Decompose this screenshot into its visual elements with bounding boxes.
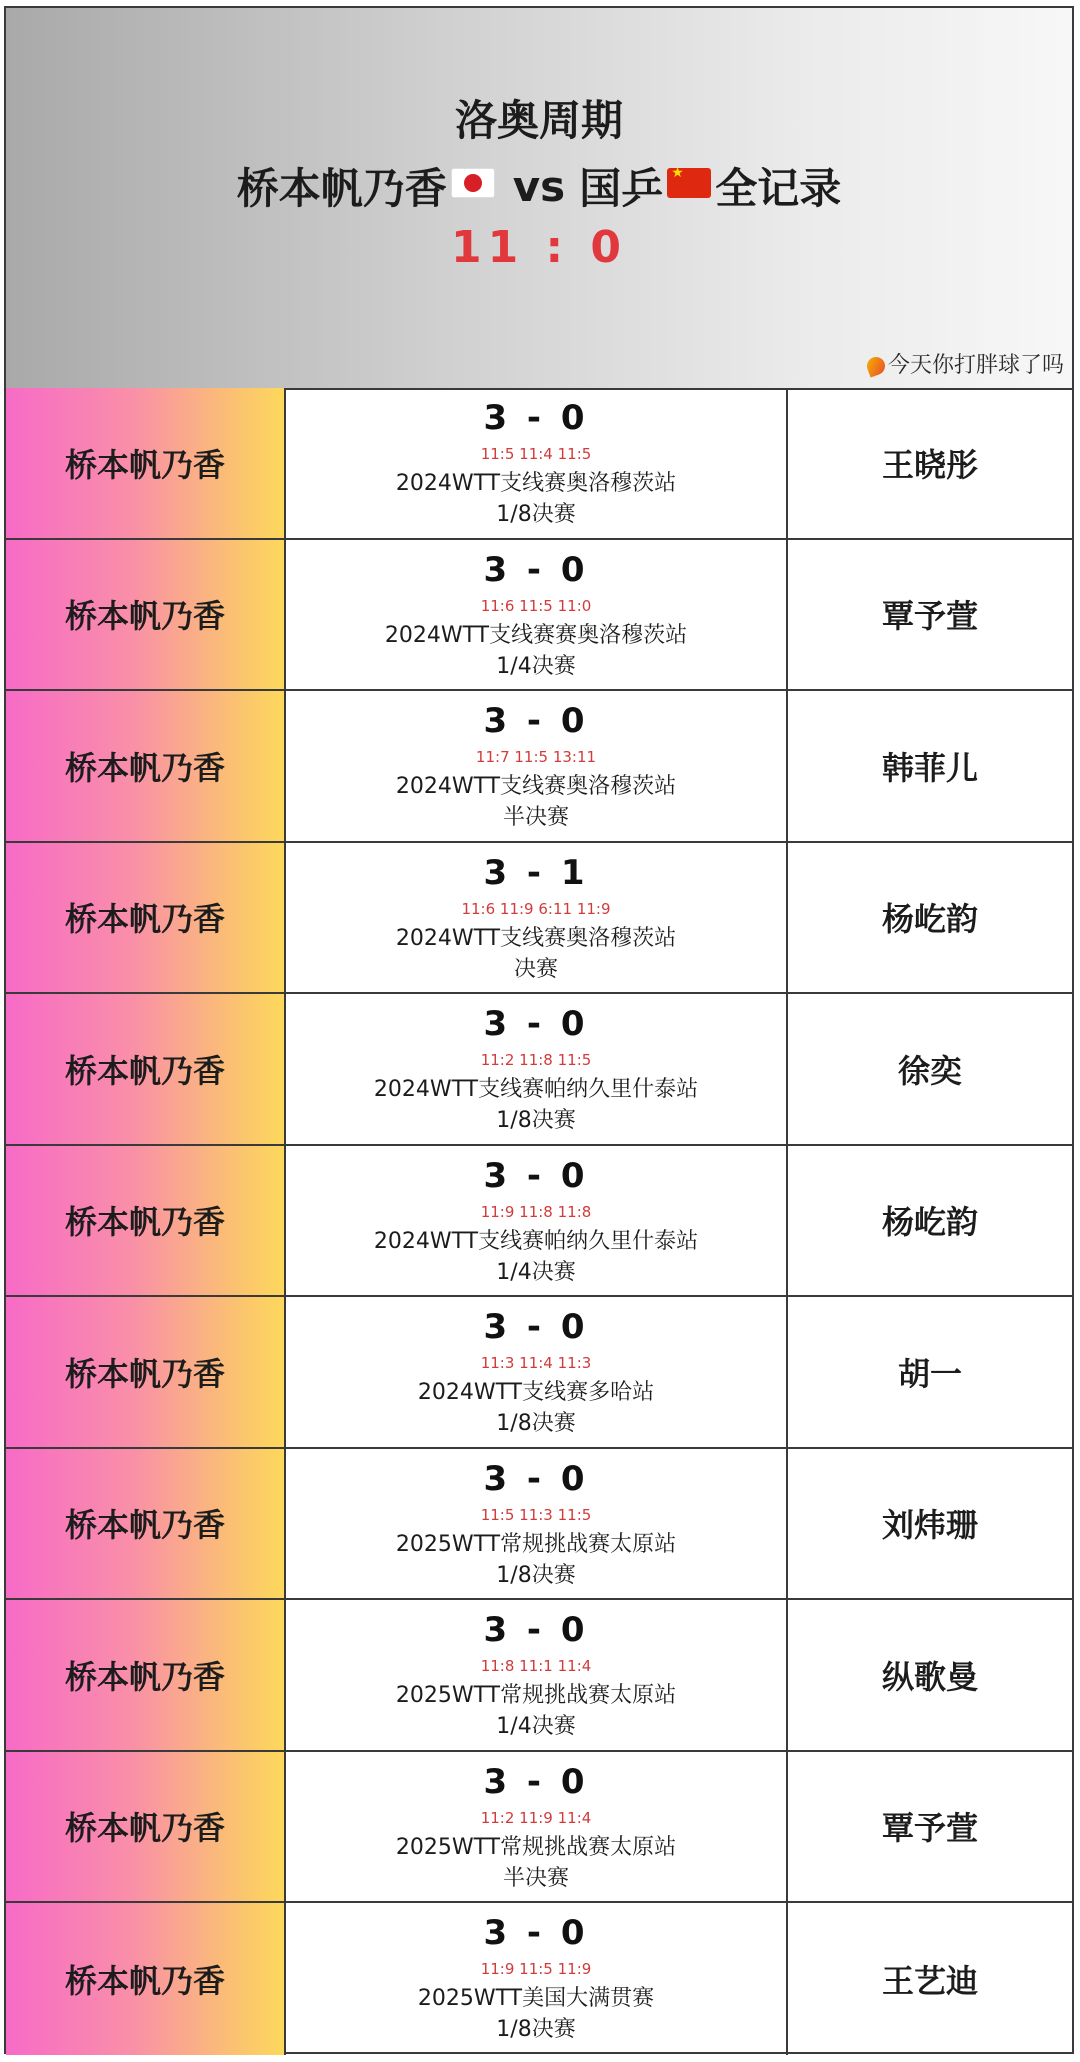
round-name: 1/4决赛 (496, 1714, 576, 1739)
game-scores: 11:2 11:8 11:5 (480, 1051, 592, 1069)
player-cell: 桥本帆乃香 (6, 1449, 286, 1599)
result-cell (286, 1146, 788, 1296)
match-score: 3 - 0 (483, 1004, 589, 1044)
opponent-cell: 覃予萱 (881, 597, 978, 636)
opponent-cell: 杨屹韵 (881, 900, 978, 939)
match-list (6, 388, 1072, 2055)
record-card (4, 6, 1074, 2054)
player-cell: 桥本帆乃香 (6, 691, 286, 841)
player-cell: 桥本帆乃香 (6, 1903, 286, 2055)
match-row (6, 1752, 1072, 1904)
result-cell (286, 994, 788, 1144)
game-scores: 11:5 11:3 11:5 (480, 1505, 592, 1524)
round-name: 1/8决赛 (496, 2017, 576, 2042)
overall-score: 11 : 0 (450, 222, 628, 273)
result-cell (286, 1297, 788, 1447)
match-score: 3 - 0 (483, 701, 589, 741)
result-cell (286, 1600, 788, 1750)
round-name: 1/8决赛 (496, 1562, 576, 1588)
opponent-cell: 王晓彤 (881, 445, 978, 484)
result-cell (286, 1752, 788, 1902)
watermark (867, 348, 1064, 379)
event-name: 2024WTT支线赛奥洛穆茨站 (395, 774, 677, 799)
game-scores: 11:6 11:9 6:11 11:9 (461, 899, 611, 918)
game-scores: 11:9 11:8 11:8 (480, 1202, 592, 1221)
player-cell: 桥本帆乃香 (6, 843, 286, 993)
round-name: 决赛 (513, 956, 558, 982)
match-row (6, 843, 1072, 995)
player-cell: 桥本帆乃香 (6, 994, 286, 1144)
match-score: 3 - 0 (483, 1913, 589, 1953)
opponent-cell: 纵歌曼 (881, 1657, 978, 1696)
round-name: 半决赛 (502, 1865, 569, 1891)
opponent-cell: 韩菲儿 (881, 748, 978, 787)
header (6, 8, 1072, 390)
player-name-title: 桥本帆乃香 (236, 164, 447, 213)
matchup-title (6, 156, 1072, 216)
round-name: 1/4决赛 (496, 1259, 576, 1285)
event-name: 2025WTT常规挑战赛太原站 (395, 1531, 677, 1557)
event-name: 2024WTT支线赛赛奥洛穆茨站 (384, 622, 688, 648)
pen-icon (864, 354, 887, 377)
player-cell: 桥本帆乃香 (6, 1752, 286, 1902)
match-row (6, 994, 1072, 1146)
opponent-cell: 杨屹韵 (881, 1203, 978, 1242)
event-name: 2025WTT常规挑战赛太原站 (395, 1683, 677, 1708)
player-cell: 桥本帆乃香 (6, 388, 286, 538)
result-cell (286, 843, 788, 993)
game-scores: 11:5 11:4 11:5 (480, 445, 592, 463)
event-name: 2024WTT支线赛帕纳久里什泰站 (373, 1228, 699, 1254)
game-scores: 11:3 11:4 11:3 (480, 1354, 592, 1372)
round-name: 1/8决赛 (496, 1411, 576, 1436)
japan-flag-icon (451, 168, 495, 198)
player-cell: 桥本帆乃香 (6, 1600, 286, 1750)
match-row (6, 388, 1072, 540)
match-score: 3 - 0 (483, 1761, 589, 1802)
round-name: 1/4决赛 (496, 653, 576, 679)
match-row (6, 1600, 1072, 1752)
game-scores: 11:8 11:1 11:4 (480, 1657, 592, 1675)
result-cell (286, 1903, 788, 2055)
watermark-text: 今天你打胖球了吗 (887, 353, 1064, 378)
match-row (6, 1903, 1072, 2055)
match-score: 3 - 0 (483, 398, 589, 438)
result-cell (286, 691, 788, 841)
vs-label: vs (512, 161, 566, 211)
match-score: 3 - 0 (483, 1458, 589, 1499)
team-name-title: 国乒 (579, 164, 664, 213)
result-cell (286, 388, 788, 538)
game-scores: 11:9 11:5 11:9 (480, 1960, 592, 1978)
cycle-title: 洛奥周期 (454, 96, 623, 145)
opponent-cell: 胡一 (897, 1354, 962, 1393)
event-name: 2024WTT支线赛奥洛穆茨站 (395, 925, 677, 951)
game-scores: 11:7 11:5 13:11 (475, 748, 597, 766)
round-name: 半决赛 (502, 805, 569, 830)
match-score: 3 - 1 (483, 852, 589, 893)
player-cell: 桥本帆乃香 (6, 540, 286, 690)
title-suffix: 全记录 (715, 164, 842, 213)
result-cell (286, 1449, 788, 1599)
match-score: 3 - 0 (483, 1307, 589, 1347)
match-score: 3 - 0 (483, 1155, 589, 1196)
match-row (6, 691, 1072, 843)
match-row (6, 1297, 1072, 1449)
match-row (6, 1449, 1072, 1601)
match-score: 3 - 0 (483, 549, 589, 590)
event-name: 2025WTT美国大满贯赛 (417, 1986, 655, 2011)
game-scores: 11:2 11:9 11:4 (480, 1808, 592, 1827)
round-name: 1/8决赛 (496, 1108, 576, 1133)
result-cell (286, 540, 788, 690)
match-row (6, 1146, 1072, 1298)
opponent-cell: 徐奕 (897, 1051, 962, 1090)
opponent-cell: 刘炜珊 (881, 1506, 978, 1545)
game-scores: 11:6 11:5 11:0 (480, 596, 592, 615)
match-row (6, 540, 1072, 692)
event-name: 2024WTT支线赛奥洛穆茨站 (395, 471, 677, 496)
china-flag-icon (667, 168, 711, 198)
event-name: 2024WTT支线赛多哈站 (417, 1380, 655, 1405)
event-name: 2024WTT支线赛帕纳久里什泰站 (373, 1077, 699, 1102)
match-score: 3 - 0 (483, 1610, 589, 1650)
round-name: 1/8决赛 (496, 502, 576, 527)
player-cell: 桥本帆乃香 (6, 1297, 286, 1447)
opponent-cell: 覃予萱 (881, 1809, 978, 1848)
player-cell: 桥本帆乃香 (6, 1146, 286, 1296)
opponent-cell: 王艺迪 (881, 1961, 978, 2000)
event-name: 2025WTT常规挑战赛太原站 (395, 1834, 677, 1860)
